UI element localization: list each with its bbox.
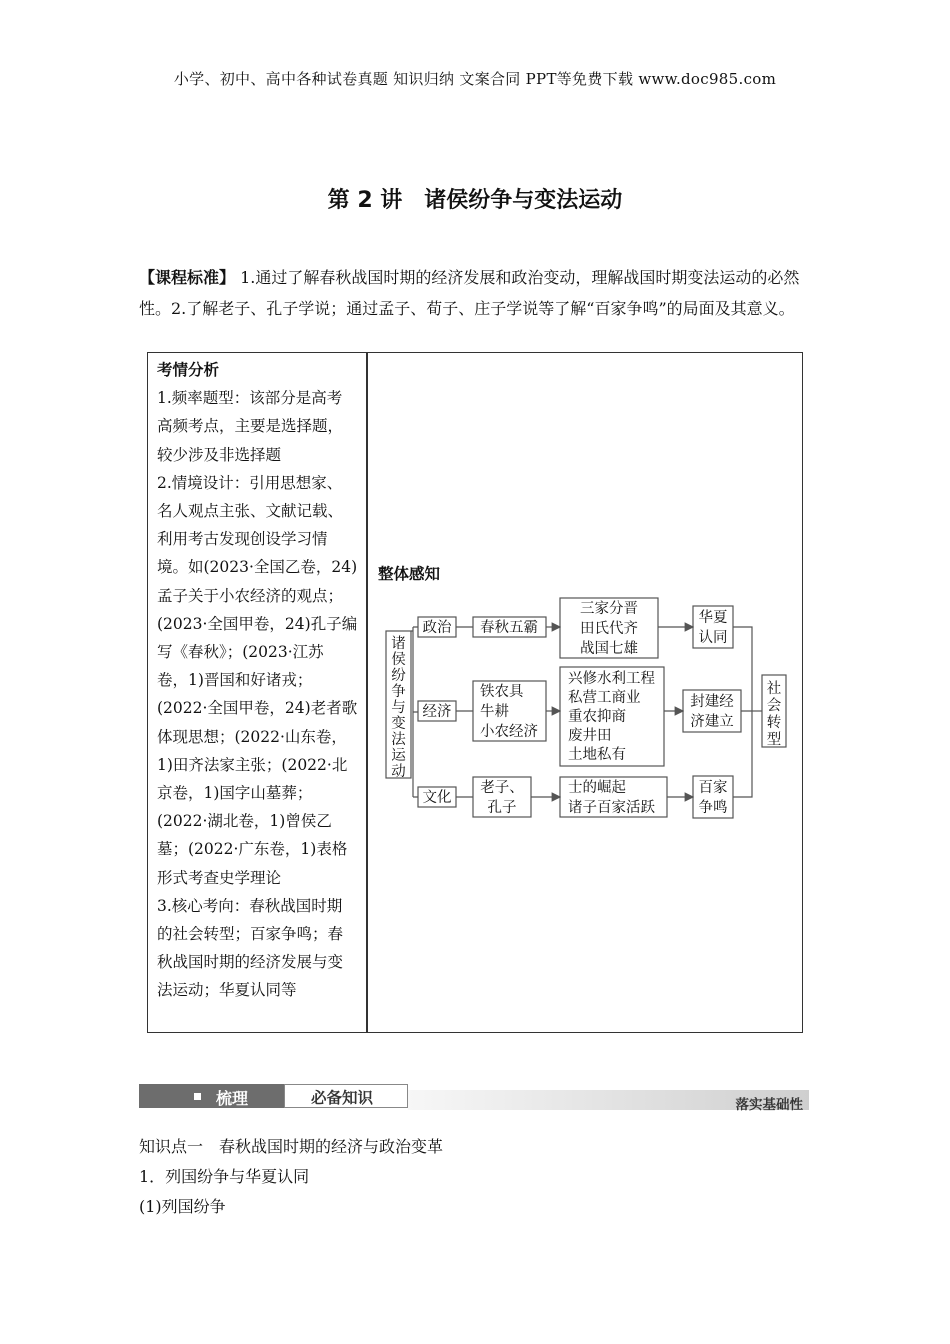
politics-d-1: 华夏 [698, 610, 728, 626]
economy-c-5: 土地私有 [568, 747, 626, 763]
analysis-line: 孟子关于小农经济的观点； [157, 586, 344, 605]
economy-c-2: 私营工商业 [568, 690, 641, 706]
lesson-title: 第 2 讲 诸侯纷争与变法运动 [327, 188, 623, 213]
standard-text: 1.通过了解春秋战国时期的经济发展和政治变动，理解战国时期变法运动的必然性。2.了解老子、孔子学说；通过孟子、荀子、庄子学说等了解“百家争鸣”的局面及其意义。 [139, 268, 800, 318]
analysis-line: 3.核心考向：春秋战国时期 [157, 896, 343, 915]
analysis-line: 卷，1)晋国和好诸戎； [157, 671, 313, 690]
politics-d-2: 认同 [698, 630, 728, 646]
economy-d-1: 封建经 [690, 694, 734, 710]
analysis-line: 较少涉及非选择题 [157, 445, 282, 464]
curriculum-standard [139, 262, 811, 324]
root-label: 诸侯纷争与变法运动 [391, 636, 406, 780]
analysis-line: 高频考点，主要是选择题， [157, 417, 344, 436]
section-banner [139, 1082, 809, 1113]
economy-c-3: 重农抑商 [568, 709, 626, 725]
analysis-line: 的社会转型；百家争鸣；春 [157, 925, 344, 944]
economy-b-1: 铁农具 [480, 684, 524, 700]
exam-analysis [157, 356, 362, 1005]
analysis-line: 2.情境设计：引用思想家、 [157, 473, 343, 492]
analysis-line: 法运动；华夏认同等 [157, 981, 297, 1000]
analysis-line: 境。如(2023·全国乙卷，24) [157, 558, 358, 577]
analysis-line: 1.频率题型：该部分是高考 [157, 389, 343, 408]
square-bullet-icon [194, 1093, 201, 1100]
analysis-line: (2022·全国甲卷，24)老者歌 [157, 699, 358, 718]
overview-diagram [376, 591, 796, 821]
analysis-line: 京卷，1)国字山墓葬； [157, 784, 313, 803]
culture-b-1: 老子、 [480, 780, 524, 796]
culture-d-1: 百家 [698, 780, 728, 796]
standard-label: 【课程标准】 [139, 268, 236, 287]
banner-dark [139, 1084, 284, 1108]
overview-heading: 整体感知 [378, 565, 441, 583]
page-header: 小学、初中、高中各种试卷真题 知识归纳 文案合同 PPT等免费下载 www.doc985.com [173, 70, 777, 88]
culture-d-2: 争鸣 [698, 800, 728, 816]
politics-b: 春秋五霸 [480, 620, 538, 636]
knowledge-point-heading: 知识点一 春秋战国时期的经济与政治变革 [139, 1137, 444, 1156]
subsubsection-heading: (1)列国纷争 [139, 1197, 226, 1216]
culture-c-1: 士的崛起 [568, 780, 626, 796]
category-culture: 文化 [422, 790, 452, 806]
analysis-line: 体现思想；(2022·山东卷， [157, 727, 347, 746]
final-label: 社会转型 [766, 681, 782, 748]
banner-right-label: 落实基础性 [735, 1097, 803, 1113]
politics-c-3: 战国七雄 [580, 641, 638, 657]
subsection-heading: 1．列国纷争与华夏认同 [139, 1167, 310, 1186]
table-divider [366, 353, 368, 1032]
category-economy: 经济 [422, 704, 452, 720]
analysis-line: (2022·湖北卷，1)曾侯乙 [157, 812, 332, 831]
economy-d-2: 济建立 [690, 714, 734, 730]
analysis-line: (2023·全国甲卷，24)孔子编 [157, 614, 358, 633]
analysis-line: 名人观点主张、文献记载、 [157, 502, 344, 521]
analysis-table [147, 352, 803, 1033]
politics-c-2: 田氏代齐 [580, 621, 638, 637]
culture-b-2: 孔子 [487, 800, 517, 816]
analysis-line: 写《春秋》；(2023·江苏 [157, 643, 324, 662]
banner-light [284, 1084, 408, 1108]
analysis-line: 秋战国时期的经济发展与变 [157, 953, 344, 972]
analysis-line: 形式考查史学理论 [157, 868, 282, 887]
politics-c-1: 三家分晋 [580, 601, 638, 617]
analysis-line: 1)田齐法家主张；(2022·北 [157, 755, 348, 774]
economy-b-2: 牛耕 [480, 704, 509, 720]
culture-c-2: 诸子百家活跃 [568, 800, 655, 816]
category-politics: 政治 [422, 620, 452, 636]
economy-c-4: 废井田 [568, 728, 612, 744]
banner-dark-label: 梳理 [216, 1089, 249, 1108]
exam-analysis-heading: 考情分析 [157, 361, 220, 379]
economy-b-3: 小农经济 [480, 724, 538, 740]
analysis-line: 墓；(2022·广东卷，1)表格 [157, 840, 348, 859]
banner-light-label: 必备知识 [311, 1089, 374, 1107]
economy-c-1: 兴修水利工程 [568, 671, 655, 687]
analysis-line: 利用考古发现创设学习情 [157, 530, 328, 549]
